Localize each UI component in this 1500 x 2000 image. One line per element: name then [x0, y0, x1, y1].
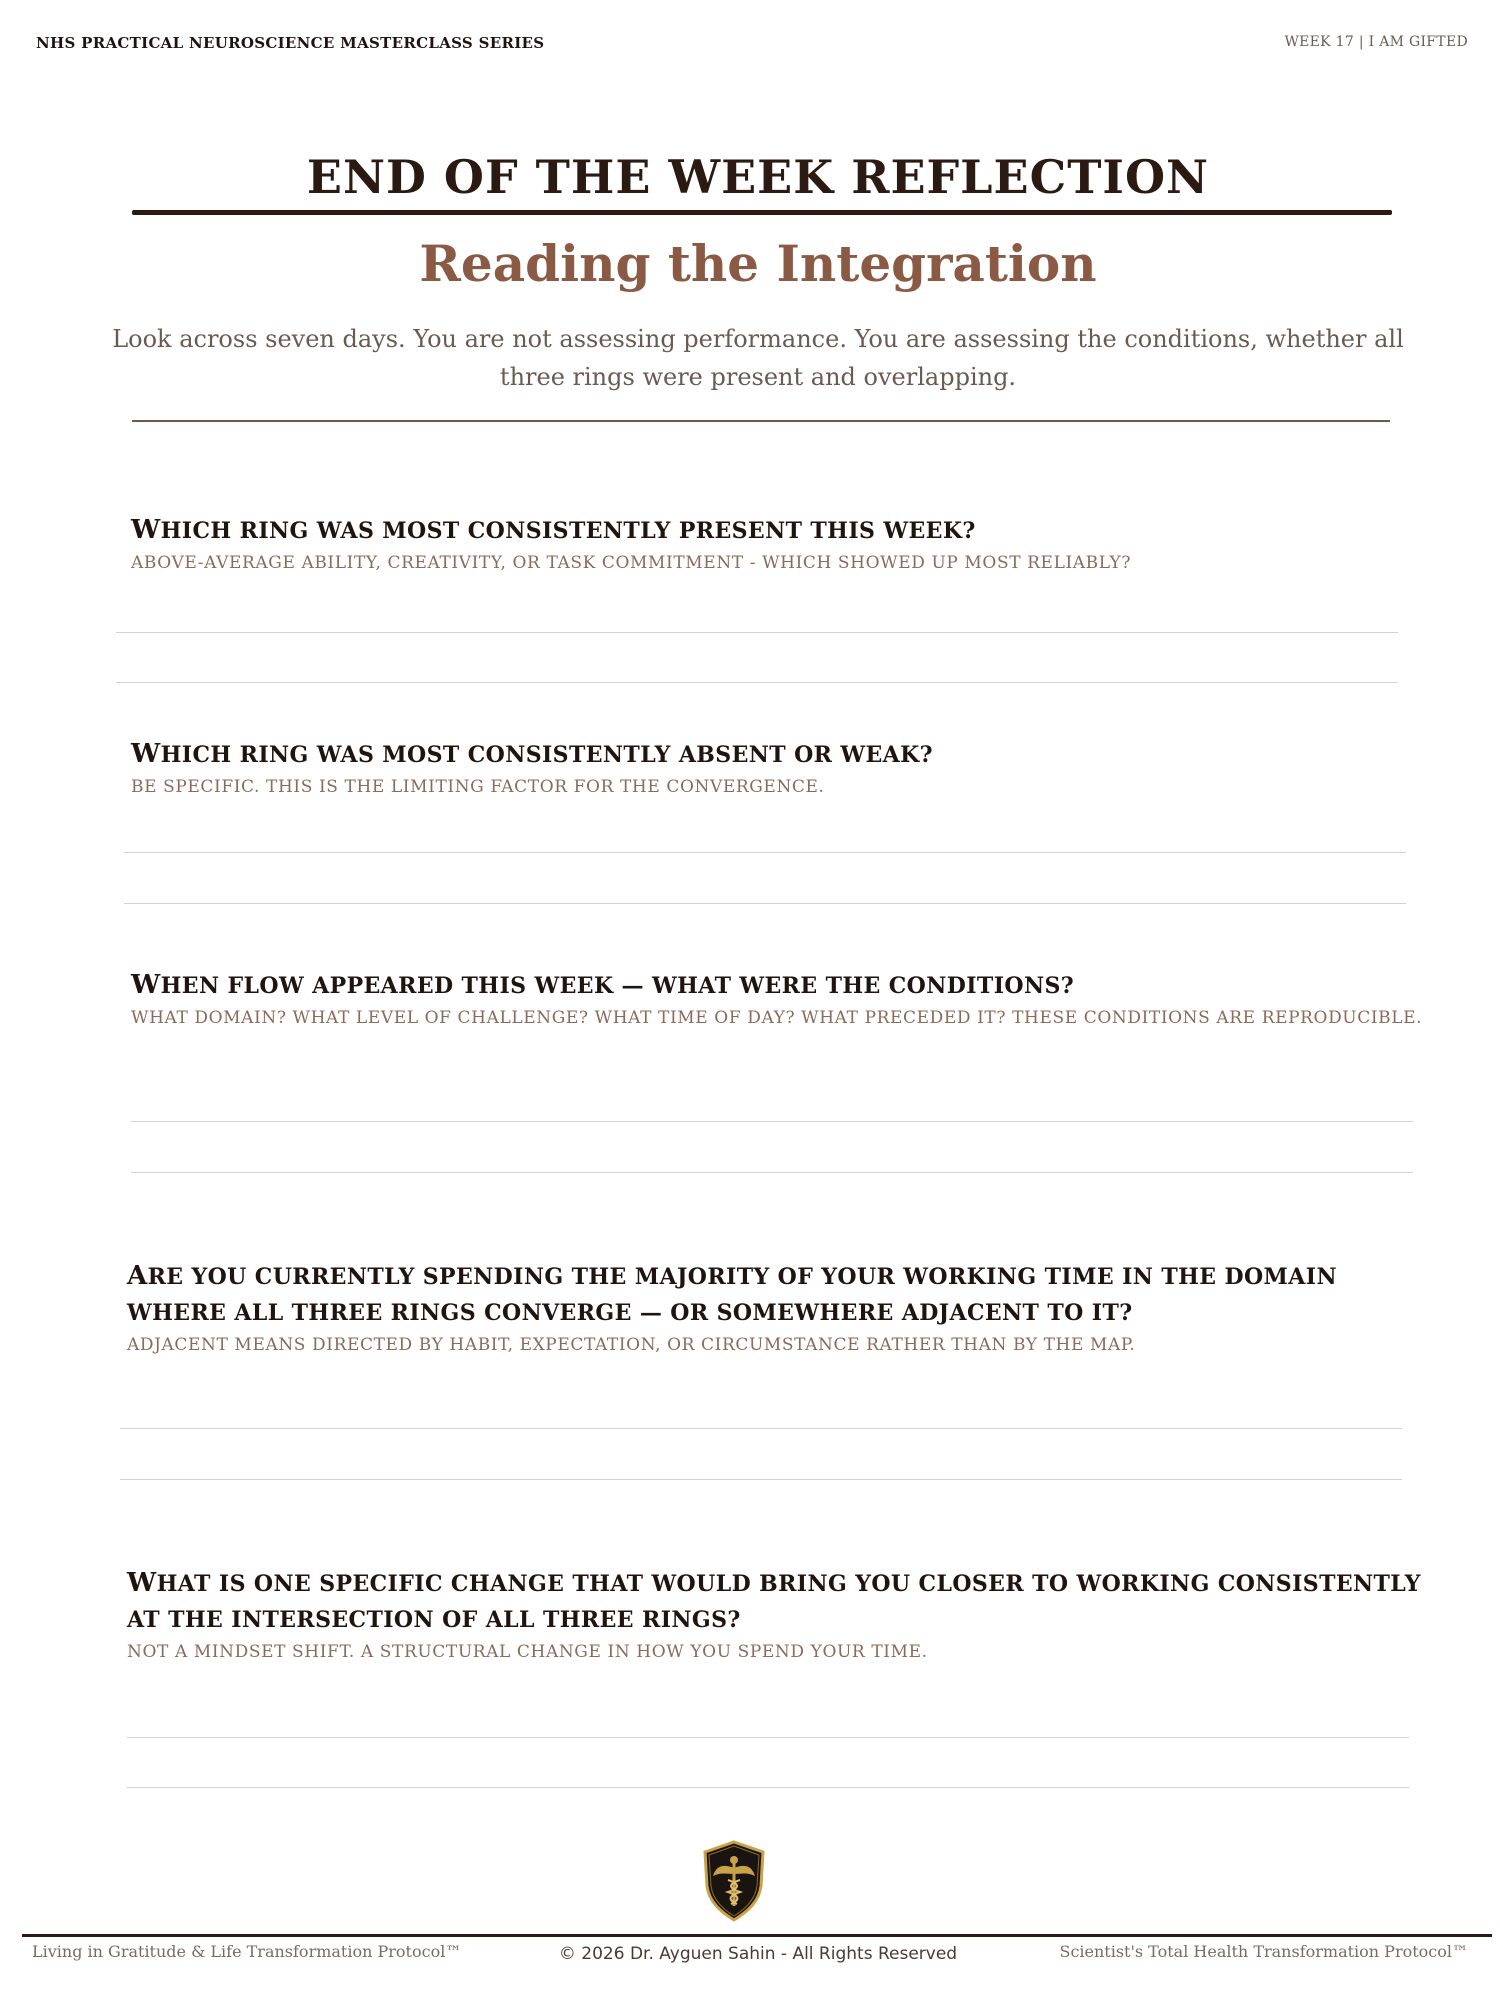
question-4 [127, 1258, 1427, 1360]
question-title: WHICH RING WAS MOST CONSISTENTLY ABSENT OR WEAK? [131, 739, 933, 769]
answer-line[interactable] [124, 903, 1406, 904]
series-title: NHS PRACTICAL NEUROSCIENCE MASTERCLASS SERIES [36, 34, 545, 52]
page-subtitle: Reading the Integration [419, 234, 1097, 293]
footer-right-text: Scientist's Total Health Transformation Protocol™ [1059, 1942, 1468, 1961]
question-hint: ADJACENT MEANS DIRECTED BY HABIT, EXPECTATION, OR CIRCUMSTANCE RATHER THAN BY THE MAP. [127, 1335, 1136, 1355]
question-hint: NOT A MINDSET SHIFT. A STRUCTURAL CHANGE IN HOW YOU SPEND YOUR TIME. [127, 1642, 928, 1662]
answer-line[interactable] [116, 632, 1398, 633]
answer-line[interactable] [120, 1428, 1402, 1429]
footer-divider [22, 1934, 1492, 1937]
week-label: WEEK 17 | I AM GIFTED [1284, 34, 1468, 50]
page-title: END OF THE WEEK REFLECTION [306, 150, 1210, 204]
question-title: WHEN FLOW APPEARED THIS WEEK — WHAT WERE THE CONDITIONS? [131, 970, 1075, 1000]
answer-line[interactable] [120, 1479, 1402, 1480]
answer-line[interactable] [116, 682, 1398, 683]
question-hint: ABOVE-AVERAGE ABILITY, CREATIVITY, OR TASK COMMITMENT - WHICH SHOWED UP MOST RELIABLY? [131, 553, 1132, 573]
question-3 [131, 967, 1431, 1033]
question-5 [127, 1565, 1427, 1667]
question-title: WHAT IS ONE SPECIFIC CHANGE THAT WOULD BRING YOU CLOSER TO WORKING CONSISTENTLY AT THE INTERSECTION OF ALL THREE RINGS? [127, 1568, 1421, 1633]
intro-divider [132, 420, 1390, 422]
answer-line[interactable] [127, 1737, 1409, 1738]
answer-line[interactable] [124, 852, 1406, 853]
answer-line[interactable] [127, 1787, 1409, 1788]
answer-line[interactable] [131, 1172, 1413, 1173]
answer-line[interactable] [131, 1121, 1413, 1122]
question-hint: WHAT DOMAIN? WHAT LEVEL OF CHALLENGE? WHAT TIME OF DAY? WHAT PRECEDED IT? THESE CONDITIONS ARE REPRODUCIBLE. [131, 1008, 1423, 1028]
question-2 [131, 736, 1431, 802]
question-hint: BE SPECIFIC. THIS IS THE LIMITING FACTOR FOR THE CONVERGENCE. [131, 777, 825, 797]
caduceus-shield-icon [701, 1840, 767, 1922]
question-title: WHICH RING WAS MOST CONSISTENTLY PRESENT THIS WEEK? [131, 515, 976, 545]
question-title: ARE YOU CURRENTLY SPENDING THE MAJORITY OF YOUR WORKING TIME IN THE DOMAIN WHERE ALL THREE RINGS CONVERGE — OR SOMEWHERE ADJACENT TO IT? [127, 1261, 1337, 1326]
intro-text: Look across seven days. You are not assessing performance. You are assessing the conditions, whether all three rings were present and overlapping. [112, 325, 1404, 391]
footer-left-text: Living in Gratitude & Life Transformation Protocol™ [32, 1942, 462, 1961]
title-divider [132, 210, 1392, 215]
question-1 [131, 512, 1431, 578]
footer-copyright: © 2026 Dr. Ayguen Sahin - All Rights Reserved [558, 1944, 958, 1964]
